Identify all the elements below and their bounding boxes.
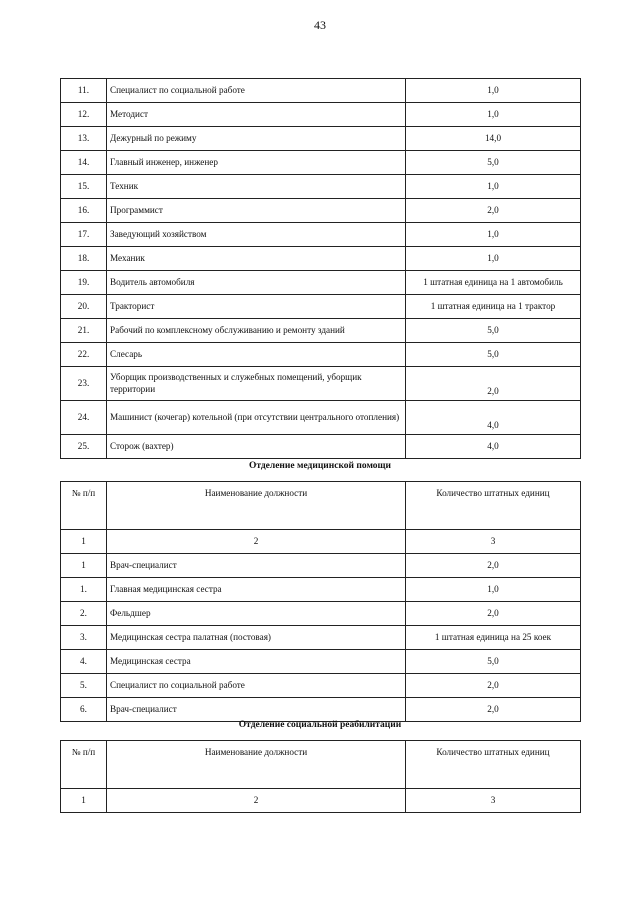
table-row (61, 626, 581, 650)
index-name: 2 (107, 789, 406, 813)
position-name: Специалист по социальной работе (107, 674, 406, 698)
staff-count: 2,0 (406, 367, 581, 401)
position-name: Методист (107, 103, 406, 127)
row-number: 5. (61, 674, 107, 698)
position-name: Врач-специалист (107, 698, 406, 722)
position-name: Специалист по социальной работе (107, 79, 406, 103)
row-number: 23. (61, 367, 107, 401)
table-row (61, 151, 581, 175)
column-index-row (61, 530, 581, 554)
staff-count: 1,0 (406, 578, 581, 602)
staff-count: 1,0 (406, 79, 581, 103)
row-number: 15. (61, 175, 107, 199)
table-row (61, 650, 581, 674)
staff-count: 2,0 (406, 554, 581, 578)
page-number: 43 (314, 18, 326, 32)
table-row (61, 127, 581, 151)
table-row (61, 554, 581, 578)
row-number: 12. (61, 103, 107, 127)
position-name: Фельдшер (107, 602, 406, 626)
row-number: 1 (61, 554, 107, 578)
row-number: 2. (61, 602, 107, 626)
position-name: Сторож (вахтер) (107, 435, 406, 459)
row-number: 22. (61, 343, 107, 367)
staff-count: 2,0 (406, 602, 581, 626)
section-title-medical: Отделение медицинской помощи (248, 461, 392, 471)
staff-count: 1 штатная единица на 1 автомобиль (406, 271, 581, 295)
header-num: № п/п (61, 482, 107, 530)
staff-count: 1 штатная единица на 1 трактор (406, 295, 581, 319)
position-name: Водитель автомобиля (107, 271, 406, 295)
table-row (61, 175, 581, 199)
position-name: Медицинская сестра (107, 650, 406, 674)
position-name: Машинист (кочегар) котельной (при отсутствии центрального отопления) (107, 401, 406, 435)
staff-table-rehabilitation (60, 740, 581, 813)
column-index-row (61, 789, 581, 813)
position-name: Программист (107, 199, 406, 223)
row-number: 19. (61, 271, 107, 295)
header-qty: Количество штатных единиц (406, 482, 581, 530)
staff-count: 2,0 (406, 674, 581, 698)
staff-count: 5,0 (406, 319, 581, 343)
row-number: 21. (61, 319, 107, 343)
row-number: 3. (61, 626, 107, 650)
staff-table-medical (60, 481, 581, 722)
row-number: 14. (61, 151, 107, 175)
table-row (61, 343, 581, 367)
staff-count: 2,0 (406, 698, 581, 722)
table-row (61, 674, 581, 698)
position-name: Главный инженер, инженер (107, 151, 406, 175)
table-row (61, 271, 581, 295)
position-name: Врач-специалист (107, 554, 406, 578)
row-number: 13. (61, 127, 107, 151)
staff-count: 5,0 (406, 151, 581, 175)
index-qty: 3 (406, 530, 581, 554)
staff-count: 4,0 (406, 435, 581, 459)
header-qty: Количество штатных единиц (406, 741, 581, 789)
staff-count: 14,0 (406, 127, 581, 151)
table-row (61, 247, 581, 271)
table-header-row (61, 741, 581, 789)
row-number: 17. (61, 223, 107, 247)
section-title-rehabilitation: Отделение социальной реабилитации (238, 720, 402, 730)
position-name: Заведующий хозяйством (107, 223, 406, 247)
staff-count: 1,0 (406, 175, 581, 199)
header-name: Наименование должности (107, 482, 406, 530)
table-row (61, 367, 581, 401)
row-number: 6. (61, 698, 107, 722)
staff-count: 1,0 (406, 103, 581, 127)
staff-count: 1 штатная единица на 25 коек (406, 626, 581, 650)
row-number: 18. (61, 247, 107, 271)
index-name: 2 (107, 530, 406, 554)
staff-count: 2,0 (406, 199, 581, 223)
row-number: 25. (61, 435, 107, 459)
table-row (61, 295, 581, 319)
position-name: Тракторист (107, 295, 406, 319)
staff-count: 4,0 (406, 401, 581, 435)
staff-count: 5,0 (406, 650, 581, 674)
staff-count: 1,0 (406, 247, 581, 271)
position-name: Механик (107, 247, 406, 271)
position-name: Дежурный по режиму (107, 127, 406, 151)
row-number: 16. (61, 199, 107, 223)
table-row (61, 199, 581, 223)
position-name: Рабочий по комплексному обслуживанию и ремонту зданий (107, 319, 406, 343)
position-name: Главная медицинская сестра (107, 578, 406, 602)
position-name: Техник (107, 175, 406, 199)
position-name: Уборщик производственных и служебных помещений, уборщик территории (107, 367, 406, 401)
index-num: 1 (61, 530, 107, 554)
index-qty: 3 (406, 789, 581, 813)
header-name: Наименование должности (107, 741, 406, 789)
table-row (61, 435, 581, 459)
staff-count: 5,0 (406, 343, 581, 367)
table-row (61, 319, 581, 343)
table-header-row (61, 482, 581, 530)
staff-count: 1,0 (406, 223, 581, 247)
row-number: 24. (61, 401, 107, 435)
position-name: Слесарь (107, 343, 406, 367)
position-name: Медицинская сестра палатная (постовая) (107, 626, 406, 650)
table-row (61, 578, 581, 602)
row-number: 4. (61, 650, 107, 674)
header-num: № п/п (61, 741, 107, 789)
table-row (61, 698, 581, 722)
row-number: 1. (61, 578, 107, 602)
row-number: 11. (61, 79, 107, 103)
staff-table-continued (60, 78, 581, 459)
table-row (61, 602, 581, 626)
index-num: 1 (61, 789, 107, 813)
table-row (61, 401, 581, 435)
row-number: 20. (61, 295, 107, 319)
table-row (61, 223, 581, 247)
table-row (61, 103, 581, 127)
table-row (61, 79, 581, 103)
